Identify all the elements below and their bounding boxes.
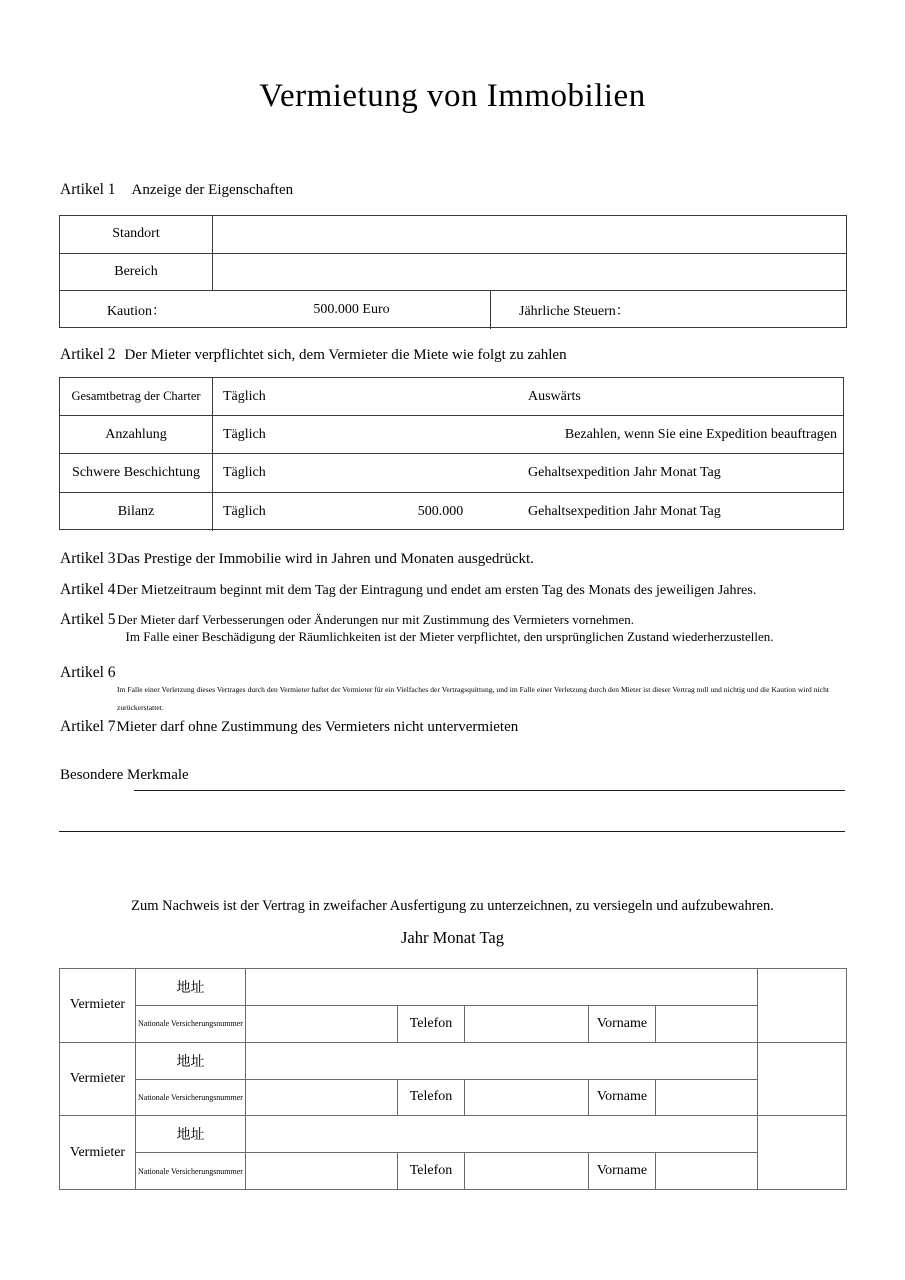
article-5-heading — [60, 611, 774, 645]
deposit-value[interactable]: 500.000 Euro — [213, 291, 491, 329]
address-label-3: 地址 — [136, 1116, 246, 1152]
deposit-label: Kaution： — [106, 303, 167, 319]
rent-balance-label: Bilanz — [60, 493, 213, 531]
signature-party-label-1: Vermieter — [60, 969, 136, 1042]
article-3-label: Artikel 3 — [60, 550, 116, 567]
national-insurance-label-1: Nationale Versicherungsnummer — [136, 1006, 246, 1042]
rent-balance-amount[interactable]: 500.000 — [417, 503, 464, 519]
special-features-heading — [60, 767, 189, 784]
signature-block — [60, 969, 846, 1043]
special-features-label: Besondere Merkmale — [60, 767, 189, 783]
phone-value-3[interactable] — [465, 1153, 589, 1189]
article-2-label: Artikel 2 — [60, 346, 116, 363]
property-area-label: Bereich — [60, 254, 213, 291]
national-insurance-label-2: Nationale Versicherungsnummer — [136, 1080, 246, 1116]
phone-value-1[interactable] — [465, 1006, 589, 1042]
article-3-text: Das Prestige der Immobilie wird in Jahren und Monaten ausgedrückt. — [116, 551, 534, 567]
phone-label-3: Telefon — [398, 1153, 465, 1189]
article-3-heading — [60, 550, 534, 568]
seal-area-3[interactable] — [758, 1116, 846, 1189]
property-table — [59, 215, 847, 328]
address-label-1: 地址 — [136, 969, 246, 1005]
article-7-label: Artikel 7 — [60, 718, 116, 735]
rent-total-note: Auswärts — [528, 388, 581, 404]
signature-block — [60, 1043, 846, 1117]
firstname-value-3[interactable] — [656, 1153, 757, 1189]
article-1-text: Anzeige der Eigenschaften — [131, 182, 294, 198]
rent-balance-note: Gehaltsexpedition Jahr Monat Tag — [528, 503, 721, 519]
rent-downpayment-label: Anzahlung — [60, 416, 213, 453]
rent-total-amount[interactable] — [363, 378, 518, 415]
property-location-label: Standort — [60, 216, 213, 253]
page-title: Vermietung von Immobilien — [259, 78, 646, 114]
signature-block — [60, 1116, 846, 1189]
property-area-value[interactable] — [213, 254, 846, 291]
rent-heavycoat-note: Gehaltsexpedition Jahr Monat Tag — [528, 464, 721, 480]
phone-value-2[interactable] — [465, 1080, 589, 1116]
rent-total-frequency[interactable]: Täglich — [223, 388, 266, 404]
signature-party-label-3: Vermieter — [60, 1116, 136, 1189]
firstname-label-1: Vorname — [589, 1006, 656, 1042]
closing-statement: Zum Nachweis ist der Vertrag in zweifacher Ausfertigung zu unterzeichnen, zu versiegeln und aufzubewahren. — [131, 898, 774, 914]
rent-heavycoat-amount[interactable] — [363, 454, 518, 491]
firstname-label-2: Vorname — [589, 1080, 656, 1116]
rent-balance-frequency[interactable]: Täglich — [223, 503, 266, 519]
property-location-value[interactable] — [213, 216, 846, 253]
address-value-2[interactable] — [246, 1043, 757, 1079]
special-features-line-1[interactable] — [134, 790, 845, 791]
rent-downpayment-frequency[interactable]: Täglich — [223, 426, 266, 442]
closing-date: Jahr Monat Tag — [400, 928, 505, 947]
national-insurance-value-2[interactable] — [246, 1080, 398, 1116]
article-5-text-line2: Im Falle einer Beschädigung der Räumlichkeiten ist der Mieter verpflichtet, den ursprünglichen Zustand wiederherzustellen. — [125, 629, 774, 644]
phone-label-1: Telefon — [398, 1006, 465, 1042]
table-row — [60, 378, 843, 416]
rent-heavycoat-label: Schwere Beschichtung — [60, 454, 213, 491]
rent-downpayment-amount[interactable] — [363, 416, 518, 453]
firstname-value-1[interactable] — [656, 1006, 757, 1042]
rent-downpayment-note: Bezahlen, wenn Sie eine Expedition beauftragen — [564, 426, 837, 442]
seal-area-2[interactable] — [758, 1043, 846, 1116]
national-insurance-value-3[interactable] — [246, 1153, 398, 1189]
phone-label-2: Telefon — [398, 1080, 465, 1116]
firstname-label-3: Vorname — [589, 1153, 656, 1189]
seal-area-1[interactable] — [758, 969, 846, 1042]
national-insurance-label-3: Nationale Versicherungsnummer — [136, 1153, 246, 1189]
article-4-text: Der Mietzeitraum beginnt mit dem Tag der Eintragung und endet am ersten Tag des Monats des jeweiligen Jahres. — [116, 583, 757, 598]
annual-tax-label: Jährliche Steuern： — [519, 303, 630, 319]
article-6-text: Im Falle einer Verletzung dieses Vertrages durch den Vermieter haftet der Vermieter für ein Vielfaches der Vertragsquittung, und im Falle einer Verletzung durch den Mieter ist dieser Vertrag null und nichtig und die Kaution wird nicht zurückerstattet. — [117, 685, 830, 712]
table-row — [60, 454, 843, 492]
article-7-heading — [60, 718, 518, 736]
article-6-label-row — [60, 664, 116, 682]
article-5-text-line1: Der Mieter darf Verbesserungen oder Änderungen nur mit Zustimmung des Vermieters vornehmen. — [117, 612, 635, 627]
address-value-3[interactable] — [246, 1116, 757, 1152]
article-6-text-row — [117, 679, 847, 715]
article-1-heading — [60, 181, 293, 199]
table-row — [60, 416, 843, 454]
article-4-heading — [60, 581, 756, 599]
article-7-text: Mieter darf ohne Zustimmung des Vermieters nicht untervermieten — [116, 719, 519, 735]
rent-total-label: Gesamtbetrag der Charter — [60, 378, 213, 415]
special-features-line-2[interactable] — [59, 831, 845, 832]
table-row — [60, 291, 846, 329]
address-label-2: 地址 — [136, 1043, 246, 1079]
article-2-heading — [60, 346, 567, 364]
article-2-text: Der Mieter verpflichtet sich, dem Vermieter die Miete wie folgt zu zahlen — [124, 347, 567, 363]
article-5-label: Artikel 5 — [60, 611, 116, 628]
article-4-label: Artikel 4 — [60, 581, 116, 598]
table-row — [60, 254, 846, 292]
article-6-label: Artikel 6 — [60, 664, 116, 681]
national-insurance-value-1[interactable] — [246, 1006, 398, 1042]
signature-party-label-2: Vermieter — [60, 1043, 136, 1116]
rent-table — [59, 377, 844, 530]
rent-heavycoat-frequency[interactable]: Täglich — [223, 464, 266, 480]
firstname-value-2[interactable] — [656, 1080, 757, 1116]
article-1-label: Artikel 1 — [60, 181, 116, 198]
address-value-1[interactable] — [246, 969, 757, 1005]
table-row — [60, 216, 846, 254]
table-row — [60, 493, 843, 531]
signature-table — [59, 968, 847, 1190]
